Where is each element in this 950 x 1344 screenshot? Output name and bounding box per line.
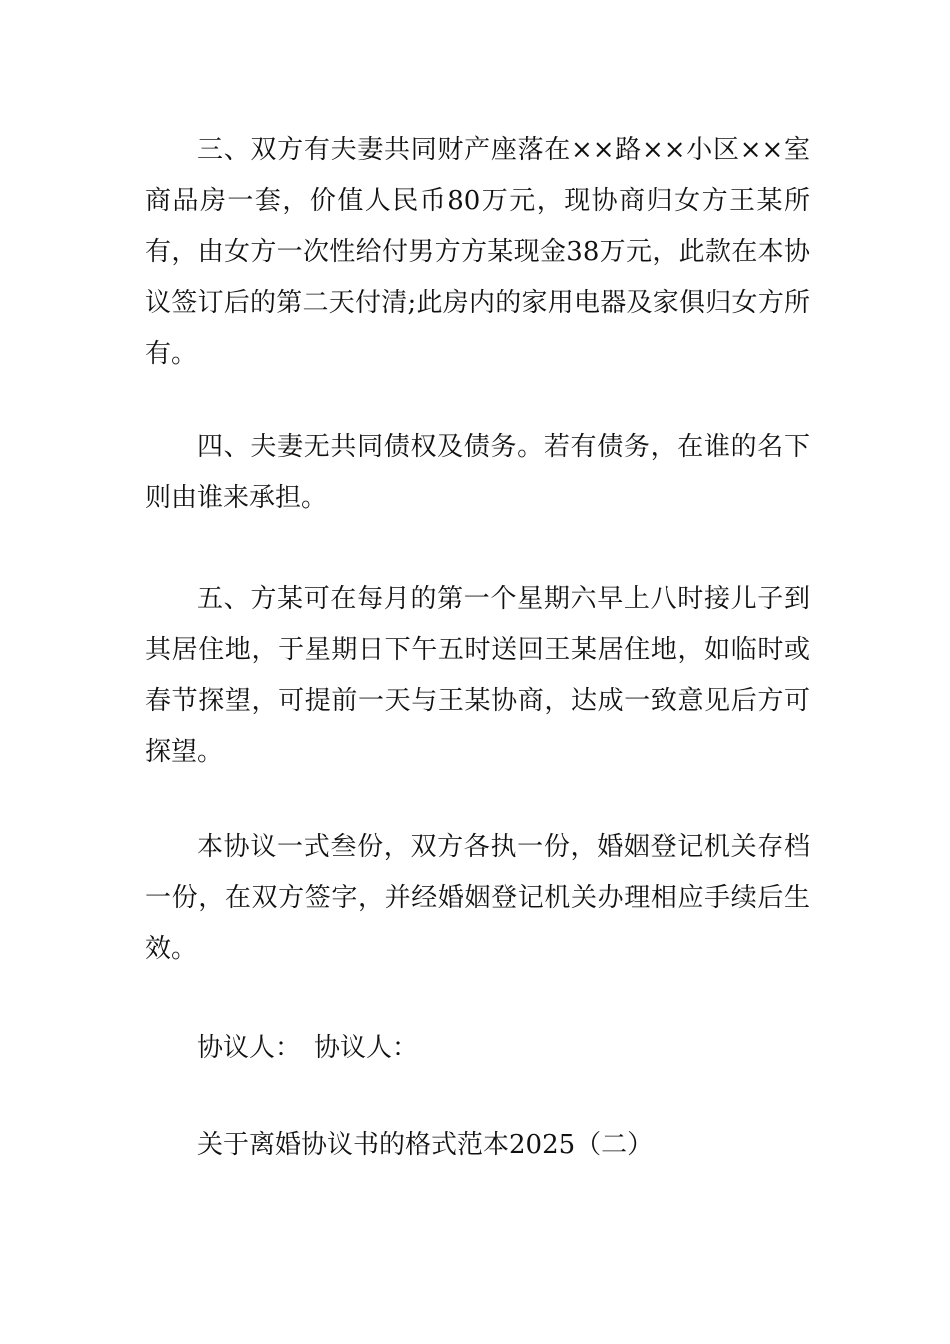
copies-paragraph: 本协议一式叁份，双方各执一份，婚姻登记机关存档一份，在双方签字，并经婚姻登记机关办理相应手续后生效。: [145, 832, 810, 964]
clause-four-paragraph: 四、夫妻无共同债权及债务。若有债务，在谁的名下则由谁来承担。: [145, 432, 810, 513]
signatories-line: 协议人： 协议人：: [197, 1033, 419, 1063]
clause-three-paragraph: 三、双方有夫妻共同财产座落在××路××小区××室商品房一套，价值人民币80万元，现协商归女方王某所有，由女方一次性给付男方方某现金38万元，此款在本协议签订后的第二天付清;此房内的家用电器及家俱归女方所有。: [145, 135, 810, 369]
clause-five-paragraph: 五、方某可在每月的第一个星期六早上八时接儿子到其居住地，于星期日下午五时送回王某居住地，如临时或春节探望，可提前一天与王某协商，达成一致意见后方可探望。: [145, 584, 810, 767]
next-section-title: 关于离婚协议书的格式范本2025（二）: [197, 1130, 654, 1160]
